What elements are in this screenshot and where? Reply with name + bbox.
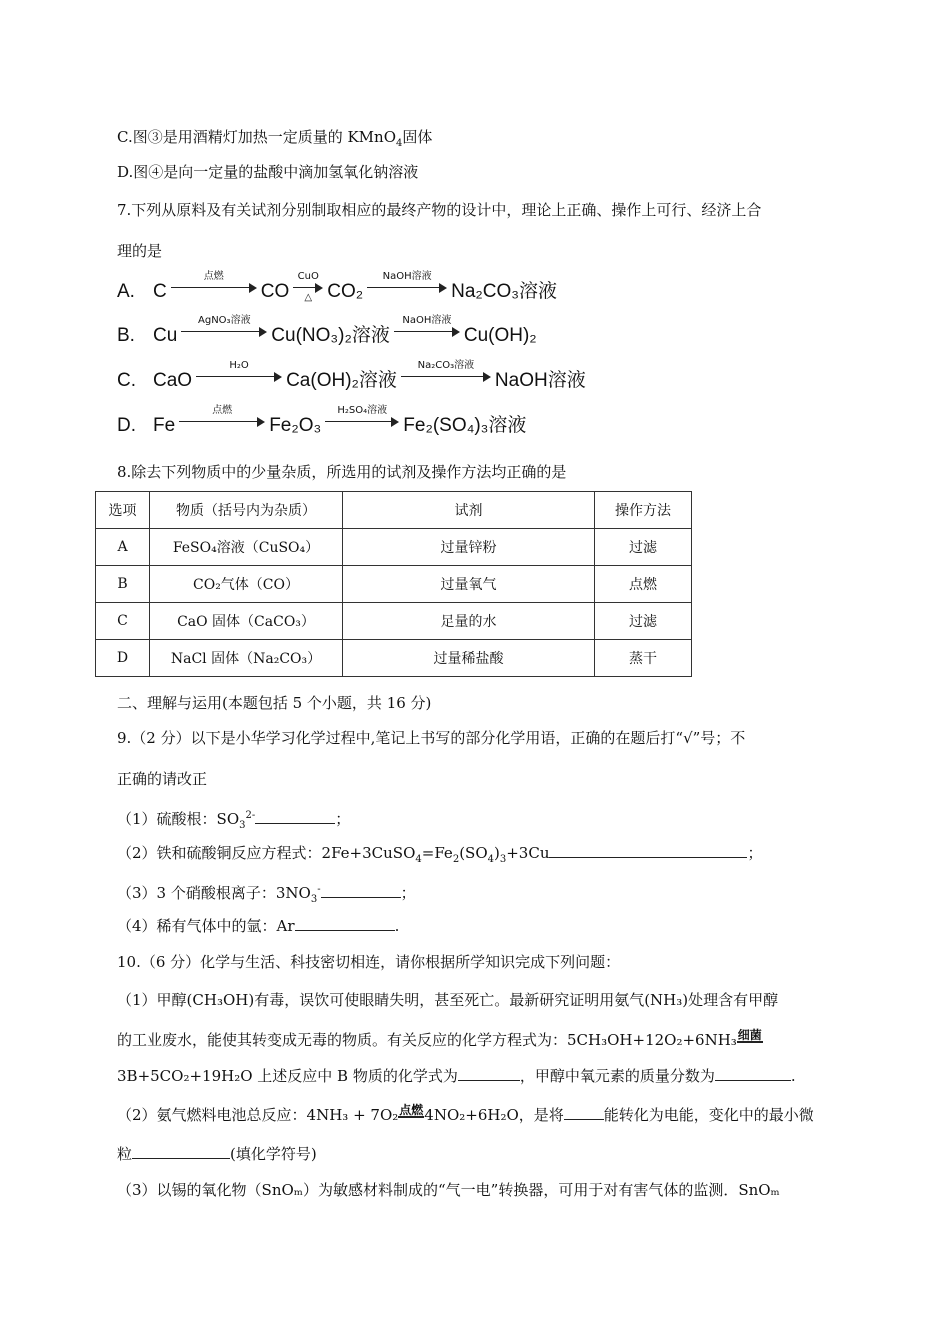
table-cell: 蒸干 (595, 640, 692, 677)
reaction-arrow (325, 405, 399, 437)
item-text: 能转化为电能，变化中的最小微 (603, 1106, 814, 1124)
reactant: CaO (153, 370, 193, 391)
arrow-condition: CuO (297, 271, 319, 282)
reaction-c (117, 362, 586, 392)
item-text: 粒 (117, 1145, 133, 1163)
q7-stem-line2: 理的是 (117, 242, 163, 260)
arrow-condition: Na₂CO₃溶液 (417, 360, 475, 371)
table-cell: B (96, 566, 150, 603)
q9-stem-line1: 9.（2 分）以下是小华学习化学过程中,笔记上书写的部分化学用语，正确的在题后打“√”号；不 (117, 729, 746, 747)
option-label: C. (117, 370, 136, 391)
intermediate: Cu(NO₃)₂溶液 (271, 325, 390, 346)
item-text: ，甲醇中氧元素的质量分数为 (519, 1067, 715, 1085)
reaction-condition: 点燃 (399, 1103, 424, 1117)
item-text: 4NO₂+6H₂O，是将 (424, 1106, 564, 1124)
product: Cu(OH)₂ (463, 325, 537, 346)
column-header: 操作方法 (595, 492, 692, 529)
answer-blank[interactable] (564, 1105, 604, 1120)
punctuation: . (394, 917, 400, 935)
answer-blank[interactable] (255, 809, 335, 824)
subscript: 3 (310, 894, 318, 905)
intermediate: CO (260, 281, 290, 302)
arrow-condition: 点燃 (203, 271, 224, 282)
subscript: 2 (452, 854, 460, 865)
q10-part2-line2 (117, 1144, 317, 1164)
subscript: 4 (396, 138, 403, 149)
option-label: D. (117, 415, 136, 436)
column-header: 试剂 (343, 492, 595, 529)
arrow-condition: H₂SO₄溶液 (337, 405, 388, 416)
item-text: ) (494, 844, 500, 862)
heat-symbol: △ (304, 292, 313, 303)
reaction-arrow (367, 271, 447, 303)
reaction-arrow (196, 360, 282, 392)
arrow-condition: NaOH溶液 (402, 315, 452, 326)
reaction-arrow (181, 315, 267, 347)
answer-blank[interactable] (132, 1144, 230, 1159)
item-text: （1）硫酸根：SO (117, 810, 240, 828)
product: NaOH溶液 (494, 370, 586, 391)
section-heading: 二、理解与运用(本题包括 5 个小题，共 16 分) (117, 694, 432, 712)
arrow-condition: 点燃 (212, 405, 233, 416)
item-text: (填化学符号) (230, 1145, 317, 1163)
arrow-condition: NaOH溶液 (382, 271, 432, 282)
subscript: 3 (239, 820, 246, 831)
reaction-arrow (401, 360, 491, 392)
table-row (96, 640, 692, 677)
punctuation: . (790, 1067, 796, 1085)
table-cell: CO₂气体（CO） (150, 566, 343, 603)
table-cell: D (96, 640, 150, 677)
reactant: Cu (153, 325, 178, 346)
item-text: 3B+5CO₂+19H₂O 上述反应中 B 物质的化学式为 (117, 1067, 458, 1085)
table-cell: 过滤 (595, 529, 692, 566)
reaction-arrow (394, 315, 460, 347)
item-text: （2）氨气燃料电池总反应：4NH₃ + 7O₂ (117, 1106, 399, 1124)
item-text: +3Cu (506, 844, 550, 862)
subscript: 4 (415, 854, 422, 865)
subscript: 3 (499, 854, 507, 865)
q9-item-3 (117, 880, 416, 910)
table-row (96, 529, 692, 566)
answer-blank[interactable] (295, 916, 395, 931)
table-cell: 过量锌粉 (343, 529, 595, 566)
answer-blank[interactable] (458, 1066, 520, 1081)
answer-blank[interactable] (549, 843, 747, 858)
item-text: =Fe (421, 844, 453, 862)
q10-part1-line1: （1）甲醇(CH₃OH)有毒，误饮可使眼睛失明，甚至死亡。最新研究证明用氨气(NH₃)处理含有甲醇 (117, 991, 779, 1009)
table-row (96, 566, 692, 603)
table-row (96, 603, 692, 640)
product: Na₂CO₃溶液 (451, 281, 558, 302)
table-cell: NaCl 固体（Na₂CO₃） (150, 640, 343, 677)
q9-stem-line2: 正确的请改正 (117, 770, 208, 788)
reaction-d (117, 407, 526, 437)
product: Fe₂(SO₄)₃溶液 (403, 415, 527, 436)
option-label: A. (117, 281, 135, 302)
option-c6 (117, 127, 432, 154)
option-label: B. (117, 325, 135, 346)
table-header-row (96, 492, 692, 529)
reaction-arrow (171, 271, 257, 303)
q10-part1-line3 (117, 1066, 796, 1086)
item-text: 的工业废水，能使其转变成无毒的物质。有关反应的化学方程式为：5CH₃OH+12O₂+6NH₃ (117, 1031, 737, 1049)
option-c6-text: C.图③是用酒精灯加热一定质量的 KMnO (117, 128, 397, 146)
punctuation: ； (335, 810, 351, 828)
q10-stem: 10.（6 分）化学与生活、科技密切相连，请你根据所学知识完成下列问题： (117, 953, 621, 971)
superscript: 2- (245, 810, 256, 821)
answer-blank[interactable] (715, 1066, 791, 1081)
option-c6-tail: 固体 (402, 128, 433, 146)
arrow-condition: H₂O (229, 360, 249, 371)
table-cell: C (96, 603, 150, 640)
item-text: （3）3 个硝酸根离子：3NO (117, 884, 311, 902)
arrow-condition: AgNO₃溶液 (198, 315, 251, 326)
column-header: 物质（括号内为杂质） (150, 492, 343, 529)
q10-part2-line1 (117, 1104, 814, 1125)
q9-item-2 (117, 843, 763, 870)
intermediate: CO₂ (327, 281, 364, 302)
table-cell: 足量的水 (343, 603, 595, 640)
punctuation: ； (747, 844, 763, 862)
item-text: (SO (459, 844, 488, 862)
q9-item-1 (117, 806, 350, 836)
table-cell: 过量稀盐酸 (343, 640, 595, 677)
punctuation: ； (400, 884, 416, 902)
reaction-condition: 细菌 (737, 1028, 762, 1042)
q8-stem: 8.除去下列物质中的少量杂质，所选用的试剂及操作方法均正确的是 (117, 463, 567, 481)
answer-blank[interactable] (321, 883, 401, 898)
superscript: - (317, 884, 321, 895)
table-cell: 过量氧气 (343, 566, 595, 603)
q8-table (95, 491, 692, 677)
table-cell: A (96, 529, 150, 566)
q10-part1-line2 (117, 1029, 763, 1050)
reactant: C (153, 281, 167, 302)
q10-part3-line1: （3）以锡的氧化物（SnOₘ）为敏感材料制成的“气一电”转换器，可用于对有害气体的监测．SnOₘ (117, 1181, 780, 1199)
intermediate: Fe₂O₃ (269, 415, 322, 436)
q7-stem-line1: 7.下列从原料及有关试剂分别制取相应的最终产物的设计中，理论上正确、操作上可行、经济上合 (117, 201, 762, 219)
reaction-b (117, 317, 537, 347)
table-cell: FeSO₄溶液（CuSO₄） (150, 529, 343, 566)
item-text: （2）铁和硫酸铜反应方程式：2Fe+3CuSO (117, 844, 416, 862)
intermediate: Ca(OH)₂溶液 (286, 370, 397, 391)
reaction-a (117, 273, 557, 303)
reaction-arrow (293, 271, 323, 303)
item-text: （4）稀有气体中的氩：Ar (117, 917, 295, 935)
q9-item-4 (117, 916, 399, 936)
table-cell: 点燃 (595, 566, 692, 603)
table-cell: 过滤 (595, 603, 692, 640)
table-cell: CaO 固体（CaCO₃） (150, 603, 343, 640)
column-header: 选项 (96, 492, 150, 529)
reactant: Fe (153, 415, 176, 436)
option-d6: D.图④是向一定量的盐酸中滴加氢氧化钠溶液 (117, 163, 419, 181)
reaction-arrow (179, 405, 265, 437)
subscript: 4 (487, 854, 494, 865)
